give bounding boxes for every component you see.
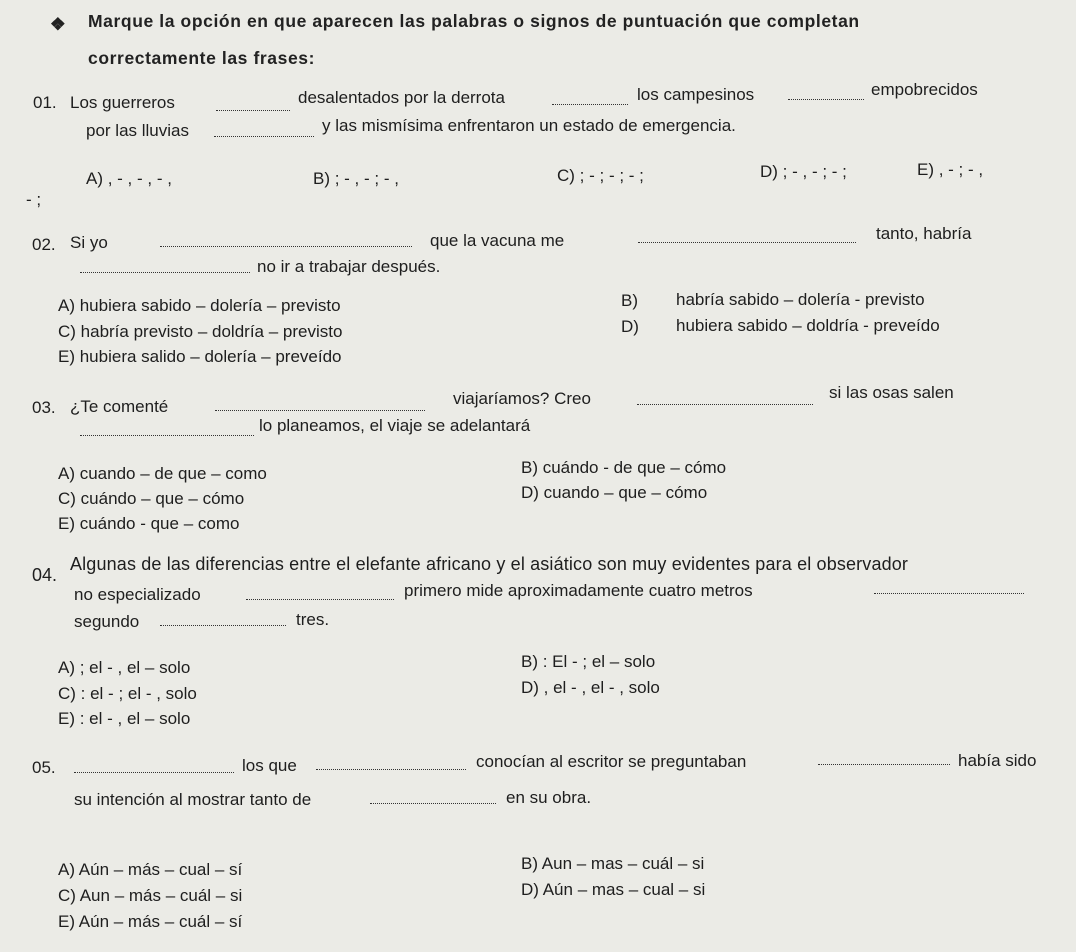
question-text: ¿Te comenté [70,397,169,416]
option-a[interactable]: A) Aún – más – cual – sí [58,860,243,879]
option-d-letter[interactable]: D) [621,317,639,336]
option-b[interactable]: B) cuándo - de que – cómo [521,458,727,477]
answer-blank[interactable] [552,92,628,105]
question-text: por las lluvias [86,121,189,140]
answer-blank[interactable] [316,757,466,770]
option-d[interactable]: D) , el - , el - , solo [521,678,660,697]
instruction-bullet-icon: ❖ [50,14,67,34]
answer-blank[interactable] [160,613,286,626]
question-text: los que [242,756,297,775]
question-text: Si yo [70,233,108,252]
answer-blank[interactable] [160,234,412,247]
question-text: tres. [296,610,330,629]
answer-blank[interactable] [637,392,813,405]
answer-blank[interactable] [246,587,394,600]
option-e[interactable]: E) hubiera salido – dolería – preveído [58,347,342,366]
option-e[interactable]: E) Aún – más – cuál – sí [58,912,243,931]
answer-blank[interactable] [370,791,496,804]
question-text: había sido [958,751,1037,770]
option-a[interactable]: A) cuando – de que – como [58,464,267,483]
question-text: viajaríamos? Creo [453,389,591,408]
option-c[interactable]: C) cuándo – que – cómo [58,489,245,508]
question-text: tanto, habría [876,224,972,243]
option-d[interactable]: hubiera sabido – doldría - preveído [676,316,940,335]
question-number: 01. [33,93,57,112]
question-text: Los guerreros [70,93,175,112]
question-text: no especializado [74,585,201,604]
option-e[interactable]: E) , - ; - , [917,160,984,179]
answer-blank[interactable] [216,98,290,111]
option-c[interactable]: C) ; - ; - ; - ; [557,166,644,185]
option-e-continuation: - ; [26,190,42,209]
question-text: conocían al escritor se preguntaban [476,752,747,771]
question-text: desalentados por la derrota [298,88,505,107]
question-text: Algunas de las diferencias entre el elefante africano y el asiático son muy evidentes para el observador [70,554,909,574]
question-text: primero mide aproximadamente cuatro metros [404,581,753,600]
option-e[interactable]: E) cuándo - que – como [58,514,240,533]
option-a[interactable]: A) hubiera sabido – dolería – previsto [58,296,341,315]
answer-blank[interactable] [80,260,250,273]
option-d[interactable]: D) Aún – mas – cual – si [521,880,706,899]
option-a[interactable]: A) , - , - , - , [86,169,172,188]
option-e[interactable]: E) : el - , el – solo [58,709,191,728]
question-text: los campesinos [637,85,755,104]
question-text: segundo [74,612,140,631]
answer-blank[interactable] [214,124,314,137]
option-d[interactable]: D) cuando – que – cómo [521,483,708,502]
option-b[interactable]: habría sabido – dolería - previsto [676,290,925,309]
question-text: empobrecidos [871,80,978,99]
answer-blank[interactable] [818,752,950,765]
question-text: su intención al mostrar tanto de [74,790,312,809]
answer-blank[interactable] [74,760,234,773]
question-number: 05. [32,758,56,777]
question-text: no ir a trabajar después. [257,257,441,276]
instruction-line-2: correctamente las frases: [88,48,316,68]
option-b[interactable]: B) : El - ; el – solo [521,652,656,671]
question-text: que la vacuna me [430,231,565,250]
answer-blank[interactable] [638,230,856,243]
question-text: y las mismísima enfrentaron un estado de emergencia. [322,116,736,135]
option-a[interactable]: A) ; el - , el – solo [58,658,191,677]
option-c[interactable]: C) habría previsto – doldría – previsto [58,322,343,341]
question-number: 04. [32,565,58,585]
option-c[interactable]: C) Aun – más – cuál – si [58,886,243,905]
option-c[interactable]: C) : el - ; el - , solo [58,684,197,703]
question-number: 02. [32,235,56,254]
answer-blank[interactable] [874,581,1024,594]
question-text: si las osas salen [829,383,954,402]
answer-blank[interactable] [215,398,425,411]
question-number: 03. [32,398,56,417]
option-d[interactable]: D) ; - , - ; - ; [760,162,847,181]
option-b-letter[interactable]: B) [621,291,638,310]
option-b[interactable]: B) ; - , - ; - , [313,169,399,188]
instruction-line-1: Marque la opción en que aparecen las palabras o signos de puntuación que completan [88,11,860,31]
answer-blank[interactable] [80,423,254,436]
option-b[interactable]: B) Aun – mas – cuál – si [521,854,705,873]
question-text: en su obra. [506,788,592,807]
answer-blank[interactable] [788,87,864,100]
question-text: lo planeamos, el viaje se adelantará [259,416,531,435]
